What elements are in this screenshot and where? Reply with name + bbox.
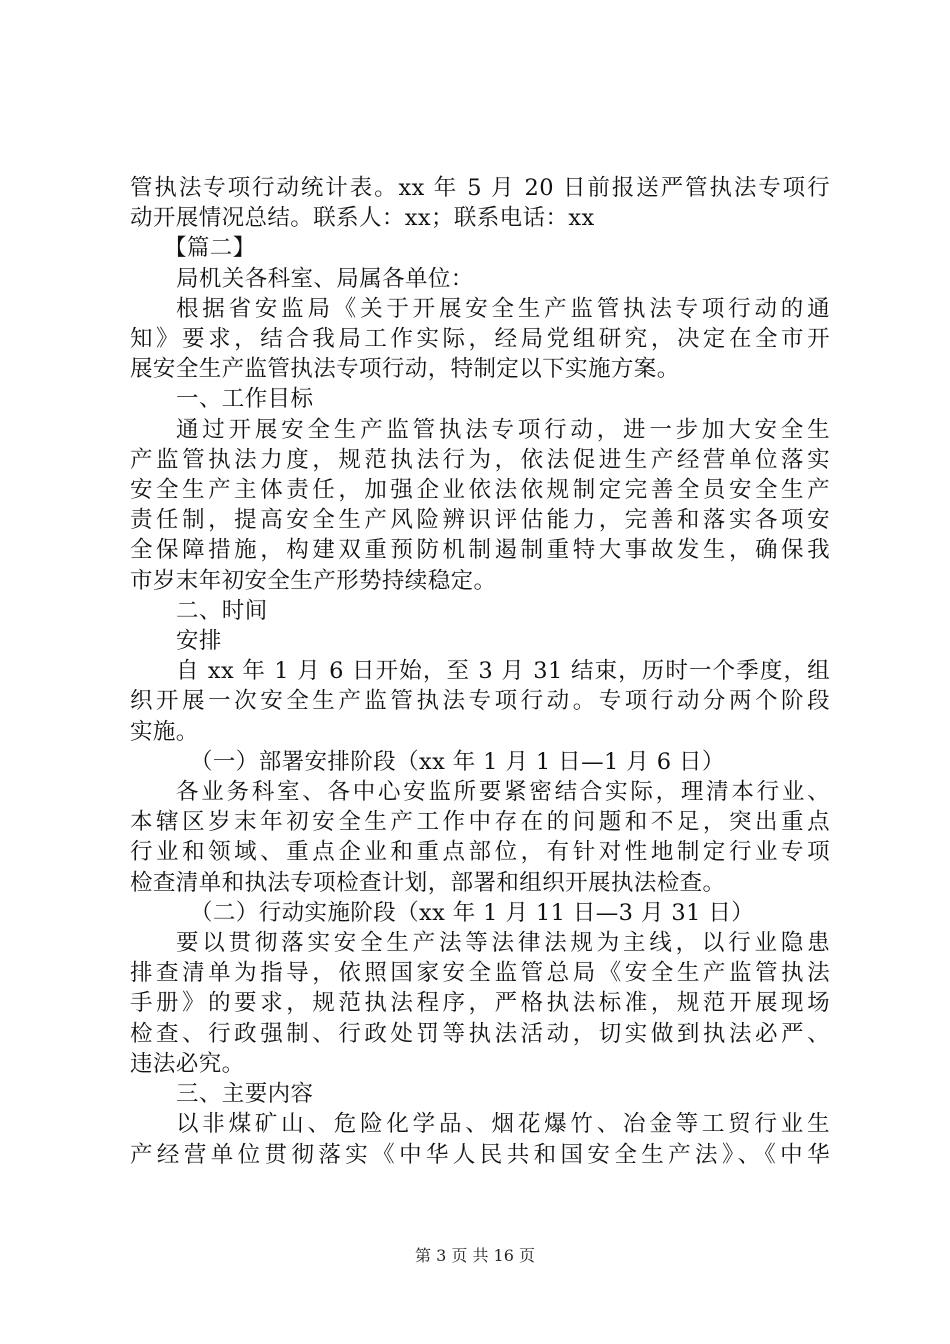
text-line: 排查清单为指导，依照国家安全监管总局《安全生产监管执法 [130, 960, 830, 987]
section-heading: 三、主要内容 [176, 1081, 314, 1108]
text-line: 市岁末年初安全生产形势持续稳定。 [130, 567, 497, 594]
text-line: 要以贯彻落实安全生产法等法律法规为主线，以行业隐患 [176, 930, 830, 957]
section-marker: 【篇二】 [164, 235, 256, 262]
text-line: 管执法专项行动统计表。xx 年 5 月 20 日前报送严管执法专项行 [130, 175, 830, 201]
text-line: 产经营单位贯彻落实《中华人民共和国安全生产法》、《中华 [130, 1141, 830, 1168]
text-line: 动开展情况总结。联系人：xx；联系电话：xx [130, 205, 595, 232]
text-line: 检查、行政强制、行政处罚等执法活动，切实做到执法必严、 [130, 1020, 830, 1047]
text-line: 安全生产主体责任，加强企业依法依规制定完善全员安全生产 [130, 477, 830, 504]
text-line: 行业和领域、重点企业和重点部位，有针对性地制定行业专项 [130, 839, 830, 866]
text-line: 本辖区岁末年初安全生产工作中存在的问题和不足，突出重点 [130, 809, 830, 836]
text-line: 手册》的要求，规范执法程序，严格执法标准，规范开展现场 [130, 990, 830, 1017]
subsection-heading: （二）行动实施阶段（xx 年 1 月 11 日—3 月 31 日） [190, 899, 755, 926]
section-heading: 一、工作目标 [176, 386, 314, 413]
text-line: 产监管执法力度，规范执法行为，依法促进生产经营单位落实 [130, 446, 830, 473]
text-line: 通过开展安全生产监管执法专项行动，进一步加大安全生 [176, 416, 830, 443]
section-heading: 二、时间 [176, 597, 268, 624]
text-line: 知》要求，结合我局工作实际，经局党组研究，决定在全市开 [130, 326, 830, 353]
page-footer: 第 3 页 共 16 页 [415, 1246, 535, 1265]
text-line: 责任制，提高安全生产风险辨识评估能力，完善和落实各项安 [130, 507, 830, 534]
text-line: 违法必究。 [130, 1050, 245, 1077]
text-line: 以非煤矿山、危险化学品、烟花爆竹、冶金等工贸行业生 [176, 1111, 830, 1138]
text-line: 展安全生产监管执法专项行动，特制定以下实施方案。 [130, 356, 680, 383]
salutation: 局机关各科室、局属各单位： [176, 265, 474, 292]
text-line: 各业务科室、各中心安监所要紧密结合实际，理清本行业、 [176, 779, 830, 806]
text-line: 织开展一次安全生产监管执法专项行动。专项行动分两个阶段 [130, 688, 830, 715]
text-line: 自 xx 年 1 月 6 日开始，至 3 月 31 结束，历时一个季度，组 [176, 658, 830, 685]
text-line: 安排 [176, 628, 222, 655]
text-line: 实施。 [130, 718, 199, 745]
document-body [130, 173, 830, 1170]
text-line: 根据省安监局《关于开展安全生产监管执法专项行动的通 [176, 295, 830, 322]
text-line: 全保障措施，构建双重预防机制遏制重特大事故发生，确保我 [130, 537, 830, 564]
text-line: 检查清单和执法专项检查计划，部署和组织开展执法检查。 [130, 869, 726, 896]
subsection-heading: （一）部署安排阶段（xx 年 1 月 1 日—1 月 6 日） [190, 748, 725, 775]
